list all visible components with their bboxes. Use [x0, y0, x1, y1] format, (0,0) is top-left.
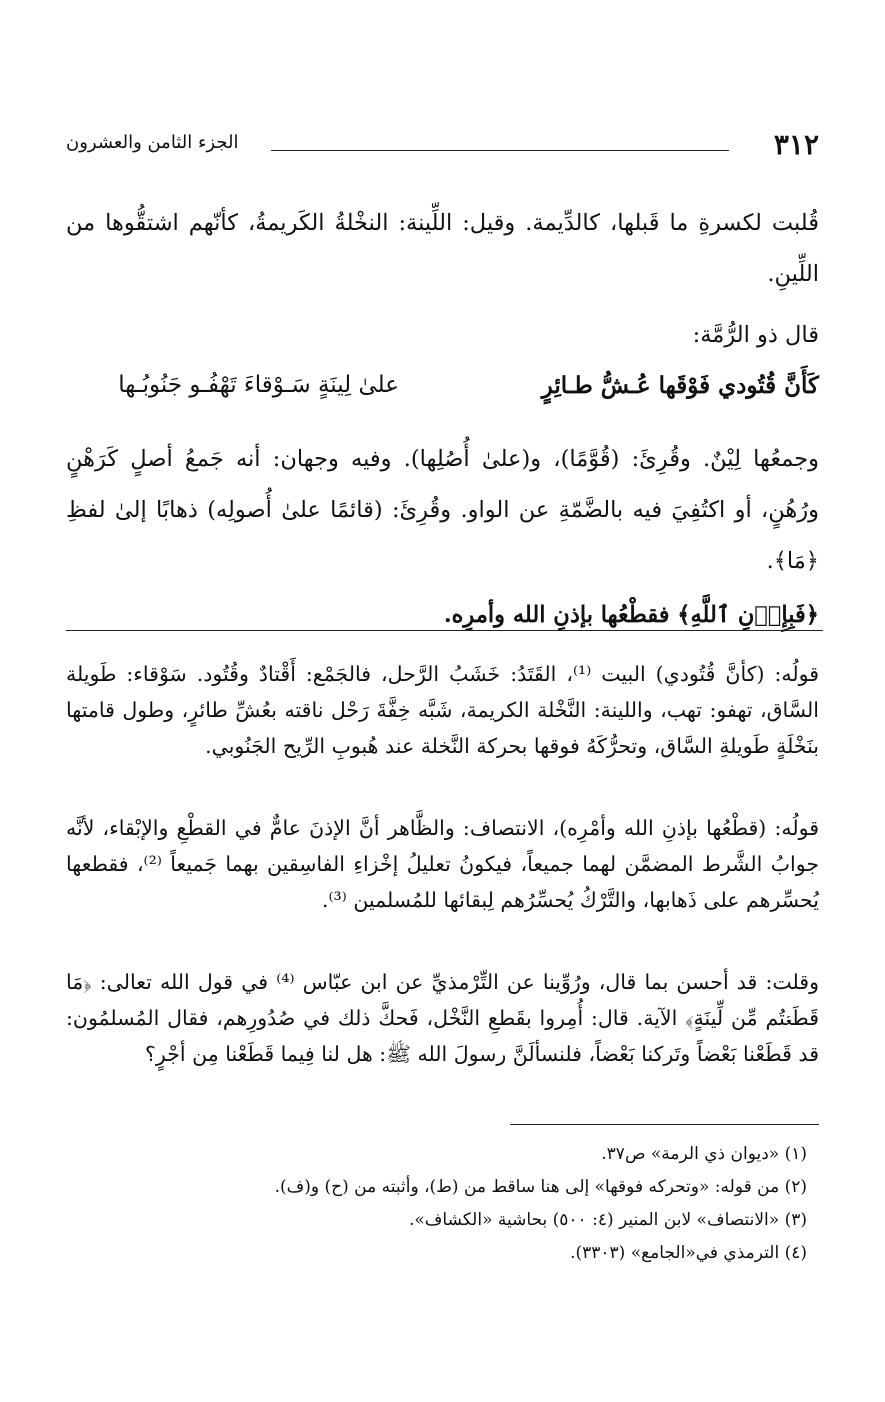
main-paragraph-3: وجمعُها لِيْنٌ. وقُرِئَ: (قُوَّمًا)، و(علىٰ أُصُلِها). وفيه وجهان: أنه جَمعُ أصلٍ كَرَهْنٍ ورُهُنٍ، أو اكتُفِيَ فيه بالضَّمّةِ عن الواو. وقُرِئَ: (قائمًا علىٰ أُصولِه) ذهابًا إلىٰ لفظِ ﴿مَا﴾. [66, 446, 819, 574]
footnotes [66, 1138, 807, 1270]
commentary-divider [66, 630, 823, 631]
part-title: الجزء الثامن والعشرون [66, 132, 239, 153]
footnote-4: (٤) الترمذي في«الجامع» (٣٣٠٣). [570, 1243, 807, 1263]
commentary-paragraph-1: قولُه: (كأنَّ قُتُودي) البيت ⁽¹⁾، القَتَدُ: خَشَبُ الرَّحل، فالجَمْع: أَقْتادٌ وقُتُود. سَوْقاء: طَويلة السَّاق، تهفو: تهب، واللينة: النَّخْلة الكريمة، شَبَّه خِفَّةَ رَحْل ناقته بعُشِّ طائرٍ، وطول قامتها بنَخْلَةٍ طَويلةِ السَّاق، وتحرُّكَهُ فوقها بحركة النَّخلة عند هُبوبِ الرِّيح الجَنُوبي. [66, 662, 819, 758]
header-rule [271, 150, 729, 151]
page-number: ٣١٢ [773, 128, 819, 161]
verse-second-hemistich: علىٰ لِينَةٍ سَـوْقاءَ تَهْفُـو جَنُوبُـها [118, 372, 399, 398]
running-head [66, 128, 819, 168]
poetry-verse [66, 360, 819, 408]
main-paragraph-4: ﴿فَبِإِذۡنِ ٱللَّهِ﴾ فقطْعُها بإذنِ الله وأمرِه. [443, 602, 819, 628]
footnote-2: (٢) من قوله: «وتحركه فوقها» إلى هنا ساقط من (ط)، وأثبته من (ح) و(ف). [274, 1177, 807, 1197]
footnote-1: (١) «ديوان ذي الرمة» ص٣٧. [601, 1144, 807, 1164]
footnote-rule [510, 1124, 819, 1125]
commentary-paragraph-3: وقلت: قد أحسن بما قال، ورُوِّينا عن التِّرْمذيِّ عن ابن عبّاس ⁽⁴⁾ في قول الله تعالى: ﴿مَا قَطَعۡتُم مِّن لِّينَةٍ﴾ الآية. قال: أُمِروا بقَطعِ النَّخْل، فَحكَّ ذلك في صُدُورِهم، فقال المُسلمُون: قد قَطَعْنا بَعْضاً وتَركنا بَعْضاً، فلنسألَنَّ رسولَ الله ﷺ: هل لنا فِيما قَطَعْنا مِن أجْرٍ؟ [66, 970, 819, 1066]
main-paragraph-1: قُلبت لكسرةِ ما قَبلها، كالدِّيمة. وقيل: اللِّينة: النخْلةُ الكَريمةُ، كأنّهم اشتقُّوها من اللِّينِ. [66, 210, 819, 287]
commentary-paragraph-2: قولُه: (قطْعُها بإذنِ الله وأمْرِه)، الانتصاف: والظَّاهر أنَّ الإذنَ عامٌّ في القطْعِ والإبْقاء، لأنَّه جوابُ الشَّرط المضمَّن لهما جميعاً، فيكونُ تعليلُ إخْزاءِ الفاسِقين بهما جَميعاً ⁽²⁾، فقطعها يُحسِّرهم على ذَهابها، والتَّرْكُ يُحسِّرُهم لِبقائها للمُسلمين ⁽³⁾. [66, 816, 819, 912]
verse-first-hemistich: كَأَنَّ قُتُودي فَوْقَها عُـشُّ طـائِرٍ [541, 372, 819, 399]
footnote-3: (٣) «الانتصاف» لابن المنير (٤: ٥٠٠) بحاشية «الكشاف». [409, 1210, 807, 1230]
main-paragraph-2: قال ذو الرُّمَّة: [692, 322, 819, 348]
